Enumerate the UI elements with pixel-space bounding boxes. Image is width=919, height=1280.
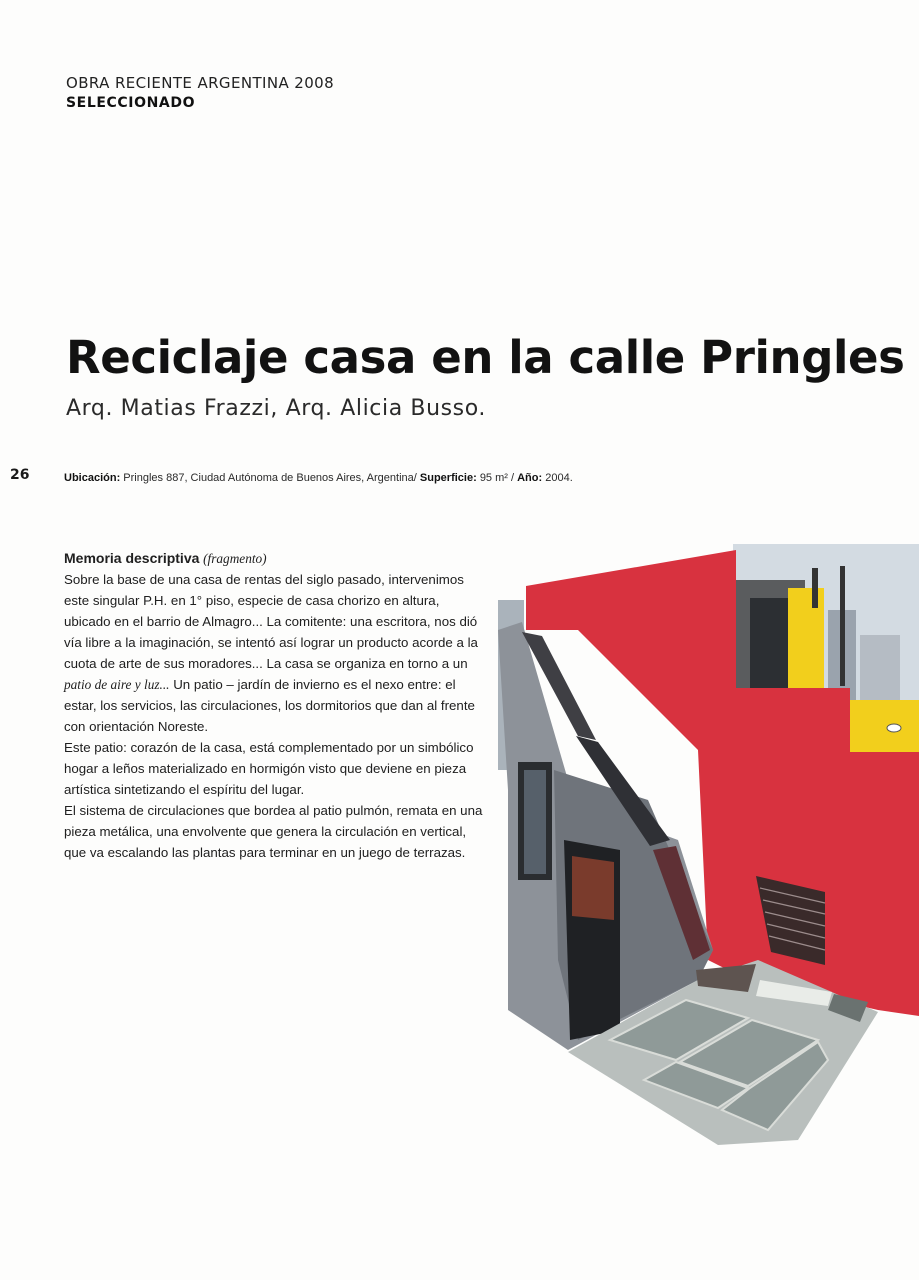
yellow-tower [788, 588, 824, 688]
left-window-pane [524, 770, 546, 874]
paragraph-1 [64, 569, 484, 737]
year-value: 2004. [545, 472, 573, 484]
project-meta [64, 472, 573, 484]
area-label: Superficie: [419, 472, 477, 484]
building-photo [498, 540, 919, 1150]
yellow-box-light [887, 724, 901, 732]
yellow-box [850, 700, 919, 752]
paragraph-3: El sistema de circulaciones que bordea al patio pulmón, remata en una pieza metálica, una envolvente que genera la circulación en vertical, que va escalando las plantas para terminar en un juego de terrazas. [64, 803, 483, 860]
description-heading-line [64, 548, 484, 569]
building-photo-illustration [498, 540, 919, 1150]
chimney-2 [840, 566, 845, 686]
location-label: Ubicación: [64, 472, 121, 484]
background-block [860, 635, 900, 700]
paragraph-1-start: Sobre la base de una casa de rentas del siglo pasado, intervenimos este singular P.H. en 1° piso, especie de casa chorizo en altura, ubicado en el barrio de Almagro... La comitente: una escritora, nos dió vía libre a la imaginación, se intentó así lograr un producto acorde a la cuota de arte de sus moradores... La casa se organiza en torno a un [64, 572, 478, 671]
glass-door-reflection [572, 856, 614, 920]
article-authors: Arq. Matias Frazzi, Arq. Alicia Busso. [66, 396, 487, 421]
paragraph-1-emphasis: patio de aire y luz... [64, 677, 170, 692]
chimney-1 [812, 568, 818, 608]
paragraph-1-end: Un patio – jardín de invierno es el nexo entre: el estar, los servicios, las circulaciones, los dormitorios que dan al frente con orientación Noreste. [64, 677, 475, 734]
description-text [64, 548, 484, 863]
paragraph-2: Este patio: corazón de la casa, está complementado por un simbólico hogar a leños materializado en hormigón visto que deviene en pieza artística sintetizando el espíritu del lugar. [64, 740, 474, 797]
upper-window [750, 598, 794, 688]
year-label: Año: [517, 472, 543, 484]
description-heading: Memoria descriptiva [64, 550, 200, 566]
section-label: OBRA RECIENTE ARGENTINA 2008 [66, 74, 335, 92]
description-heading-note: (fragmento) [203, 551, 267, 566]
selection-status: SELECCIONADO [66, 95, 196, 111]
article-title: Reciclaje casa en la calle Pringles [66, 331, 905, 384]
location-value: Pringles 887, Ciudad Autónoma de Buenos Aires, Argentina/ [123, 472, 417, 484]
page-number: 26 [10, 467, 30, 483]
area-value: 95 m² / [479, 472, 515, 484]
